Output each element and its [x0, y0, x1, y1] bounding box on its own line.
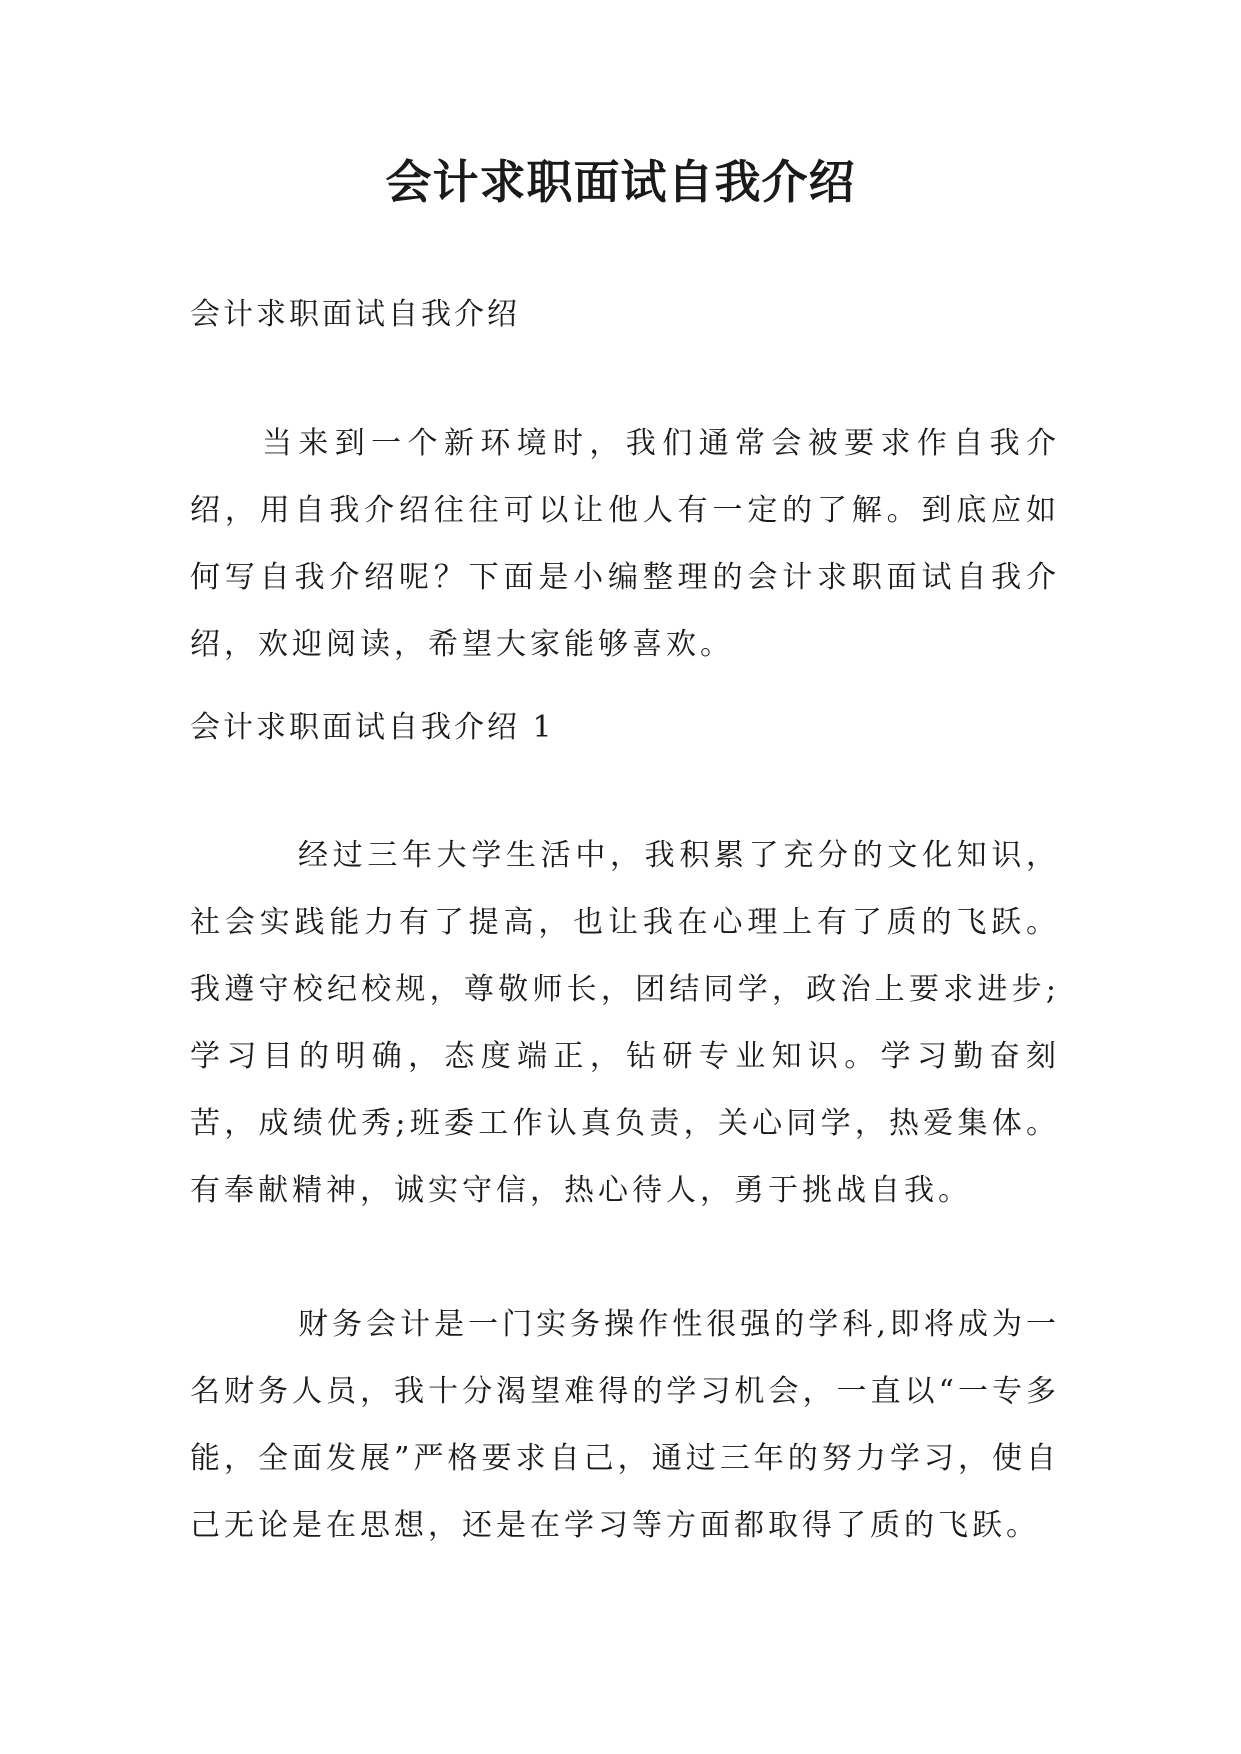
- section-subheading: 会计求职面试自我介绍: [190, 297, 520, 332]
- intro-paragraph: 当来到一个新环境时，我们通常会被要求作自我介绍，用自我介绍往往可以让他人有一定的了解。到底应如何写自我介绍呢？下面是小编整理的会计求职面试自我介绍，欢迎阅读，希望大家能够喜欢。: [190, 426, 1060, 662]
- section-subheading-numbered: 会计求职面试自我介绍 1: [190, 710, 555, 745]
- body-paragraph: 财务会计是一门实务操作性很强的学科,即将成为一名财务人员，我十分渴望难得的学习机会，一直以“一专多能，全面发展”严格要求自己，通过三年的努力学习，使自己无论是在思想，还是在学习等方面都取得了质的飞跃。: [190, 1307, 1060, 1543]
- document-title: 会计求职面试自我介绍: [385, 155, 856, 209]
- body-paragraph: 经过三年大学生活中，我积累了充分的文化知识，社会实践能力有了提高，也让我在心理上有了质的飞跃。我遵守校纪校规，尊敬师长，团结同学，政治上要求进步;学习目的明确，态度端正，钻研专业知识。学习勤奋刻苦，成绩优秀;班委工作认真负责，关心同学，热爱集体。有奉献精神，诚实守信，热心待人，勇于挑战自我。: [190, 838, 1060, 1208]
